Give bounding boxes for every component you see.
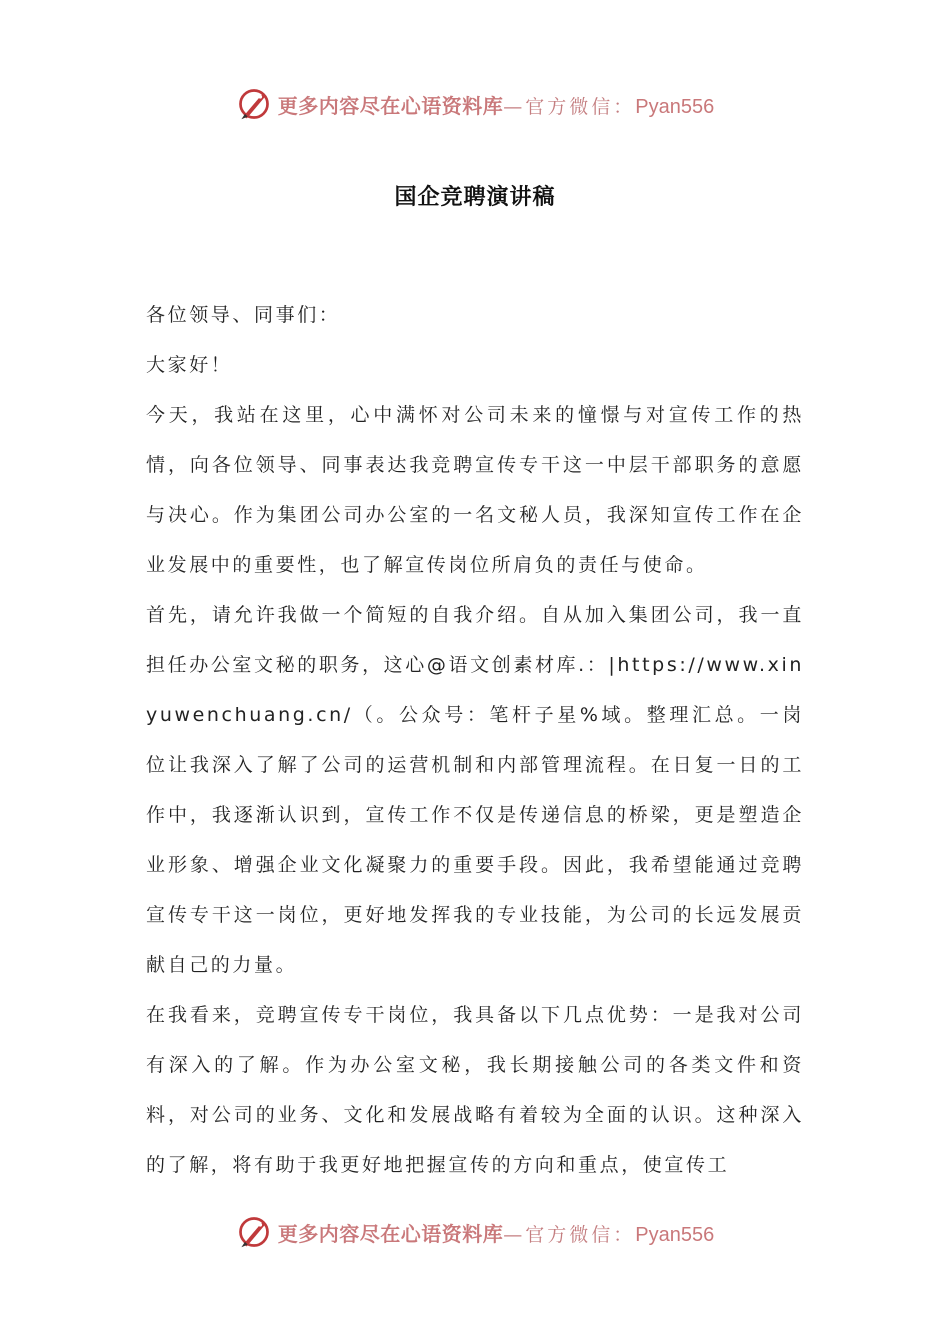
banner-wechat-label: 官方微信： <box>525 1223 636 1246</box>
banner-wechat-id: Pyan556 <box>635 1223 715 1246</box>
paragraph-salutation: 各位领导、同事们： <box>146 304 341 326</box>
paragraph-intro: 今天，我站在这里，心中满怀对公司未来的憧憬与对宣传工作的热情，向各位领导、同事表达我竞聘宣传专干这一中层干部职务的意愿与决心。作为集团公司办公室的一名文秘人员，我深知宣传工作在企业发展中的重要性，也了解宣传岗位所肩负的责任与使命。 <box>146 404 804 576</box>
banner-wechat-label: 官方微信： <box>525 95 636 118</box>
banner-main-text: 更多内容尽在心语资料库 <box>277 93 504 118</box>
paragraph-self-introduction: 首先，请允许我做一个简短的自我介绍。自从加入集团公司，我一直担任办公室文秘的职务，这心@语文创素材库.：|https://www.xinyuwenchuang.cn/（。公众号：笔杆子星%域。整理汇总。一岗位让我深入了解了公司的运营机制和内部管理流程。在日复一日的工作中，我逐渐认识到，宣传工作不仅是传递信息的桥梁，更是塑造企业形象、增强企业文化凝聚力的重要手段。因此，我希望能通过竞聘宣传专干这一岗位，更好地发挥我的专业技能，为公司的长远发展贡献自己的力量。 <box>146 604 804 976</box>
banner-dash: — <box>503 95 526 118</box>
quill-pen-logo-icon <box>236 86 272 122</box>
banner-wechat-id: Pyan556 <box>635 95 715 118</box>
footer-banner <box>0 1210 950 1254</box>
document-body <box>146 290 804 1190</box>
banner-main-text: 更多内容尽在心语资料库 <box>277 1221 504 1246</box>
paragraph-greeting: 大家好！ <box>146 354 233 376</box>
document-title: 国企竞聘演讲稿 <box>394 185 556 210</box>
header-banner <box>0 82 950 126</box>
paragraph-advantages: 在我看来，竞聘宣传专干岗位，我具备以下几点优势：一是我对公司有深入的了解。作为办公室文秘，我长期接触公司的各类文件和资料，对公司的业务、文化和发展战略有着较为全面的认识。这种深入的了解，将有助于我更好地把握宣传的方向和重点，使宣传工 <box>146 1004 804 1176</box>
banner-dash: — <box>503 1223 526 1246</box>
quill-pen-logo-icon <box>236 1214 272 1250</box>
